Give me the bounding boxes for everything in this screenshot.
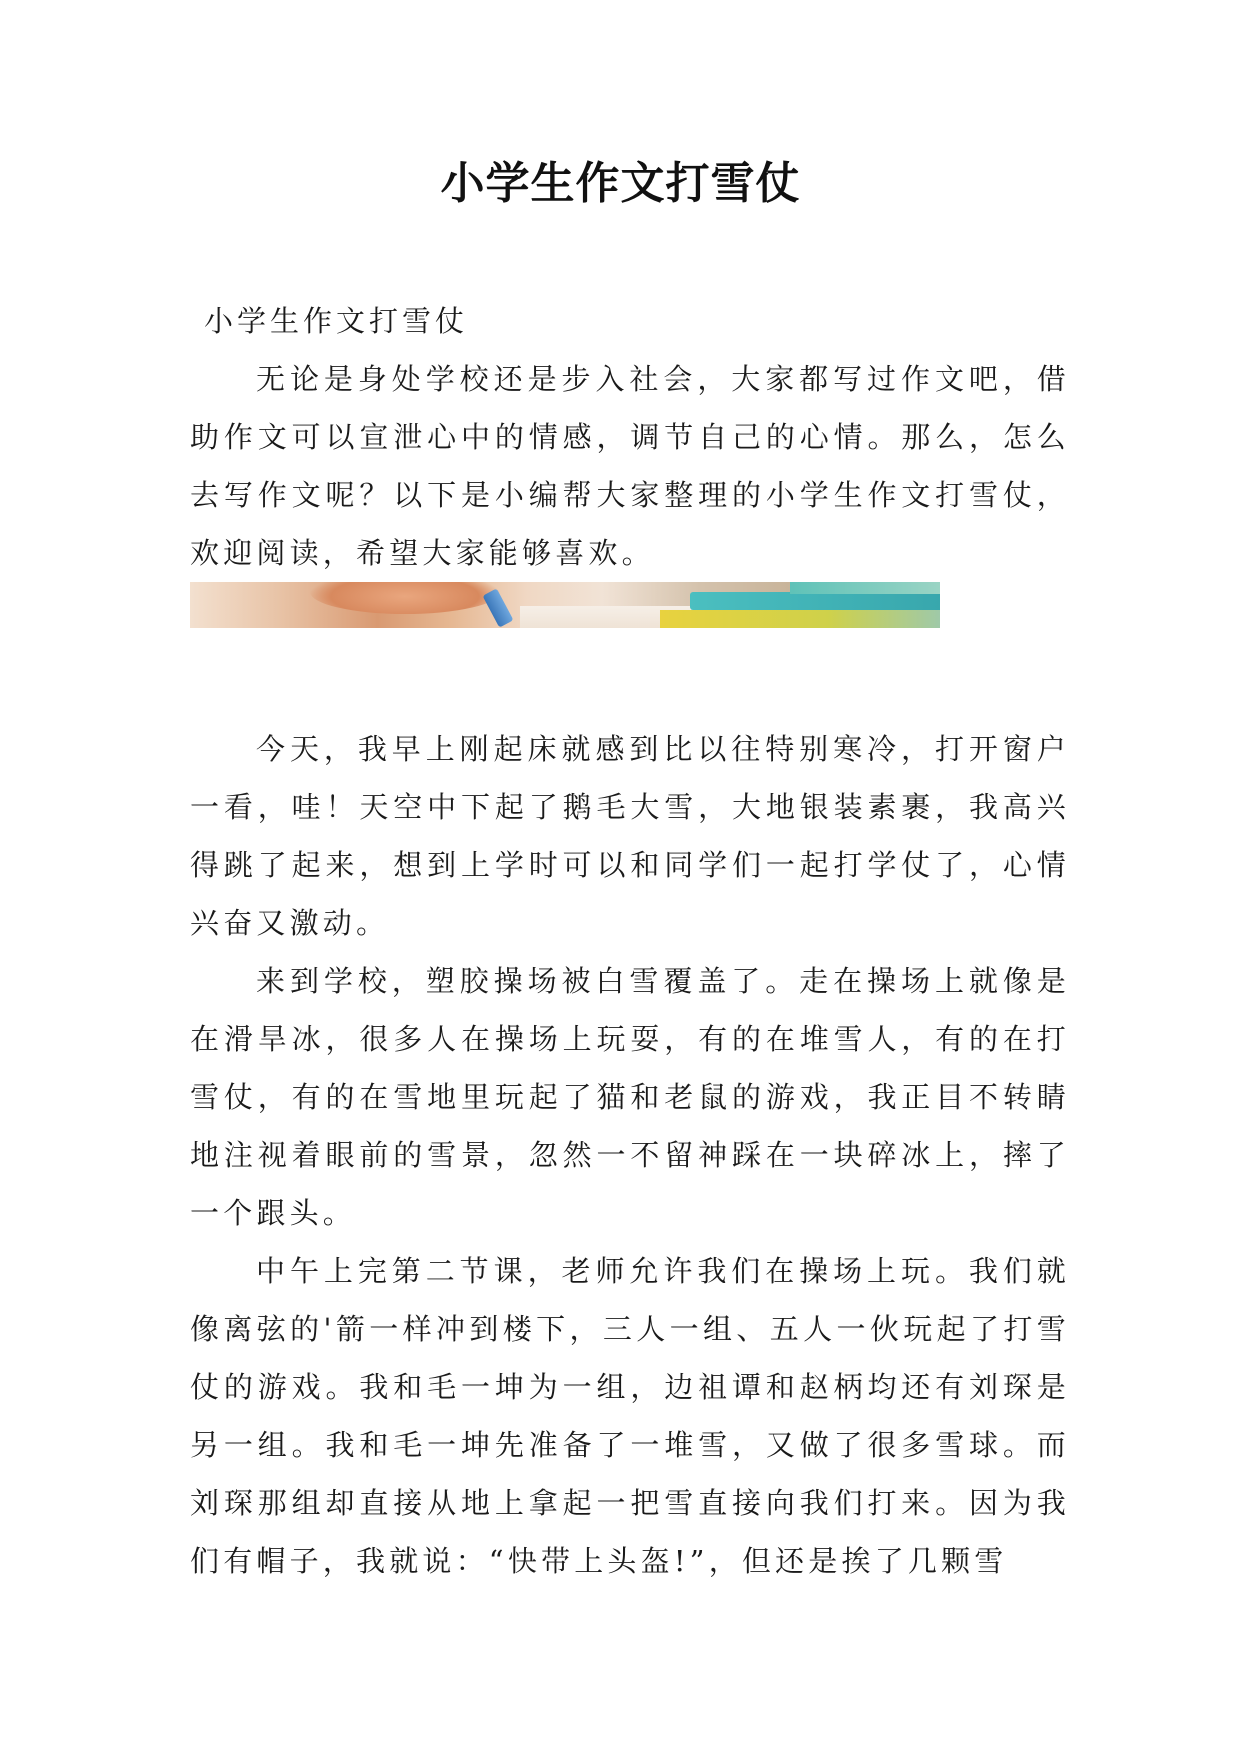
- document-subtitle: 小学生作文打雪仗: [204, 304, 469, 338]
- document-body: [190, 292, 1070, 1590]
- paragraph-2: 来到学校，塑胶操场被白雪覆盖了。走在操场上就像是在滑旱冰，很多人在操场上玩耍，有的在堆雪人，有的在打雪仗，有的在雪地里玩起了猫和老鼠的游戏，我正目不转睛地注视着眼前的雪景，忽然一不留神踩在一块碎冰上，摔了一个跟头。: [190, 964, 1070, 1230]
- pencil-icon: [482, 588, 513, 627]
- book-shape: [690, 592, 940, 610]
- book-shape: [790, 582, 940, 594]
- banner-photo: [190, 582, 940, 628]
- book-shape: [660, 610, 940, 628]
- document-title: 小学生作文打雪仗: [440, 158, 801, 209]
- paragraph-3: 中午上完第二节课，老师允许我们在操场上玩。我们就像离弦的'箭一样冲到楼下，三人一组、五人一伙玩起了打雪仗的游戏。我和毛一坤为一组，边祖谭和赵柄均还有刘琛是另一组。我和毛一坤先准备了一堆雪，又做了很多雪球。而刘琛那组却直接从地上拿起一把雪直接向我们打来。因为我们有帽子，我就说：“快带上头盔!”，但还是挨了几颗雪: [190, 1254, 1070, 1578]
- paragraph-1: 今天，我早上刚起床就感到比以往特别寒冷，打开窗户一看，哇！天空中下起了鹅毛大雪，大地银装素裹，我高兴得跳了起来，想到上学时可以和同学们一起打学仗了，心情兴奋又激动。: [190, 732, 1070, 940]
- paragraph-intro: 无论是身处学校还是步入社会，大家都写过作文吧，借助作文可以宣泄心中的情感，调节自己的心情。那么，怎么去写作文呢？以下是小编帮大家整理的小学生作文打雪仗，欢迎阅读，希望大家能够喜欢。: [190, 362, 1070, 570]
- hand-shape: [310, 582, 500, 614]
